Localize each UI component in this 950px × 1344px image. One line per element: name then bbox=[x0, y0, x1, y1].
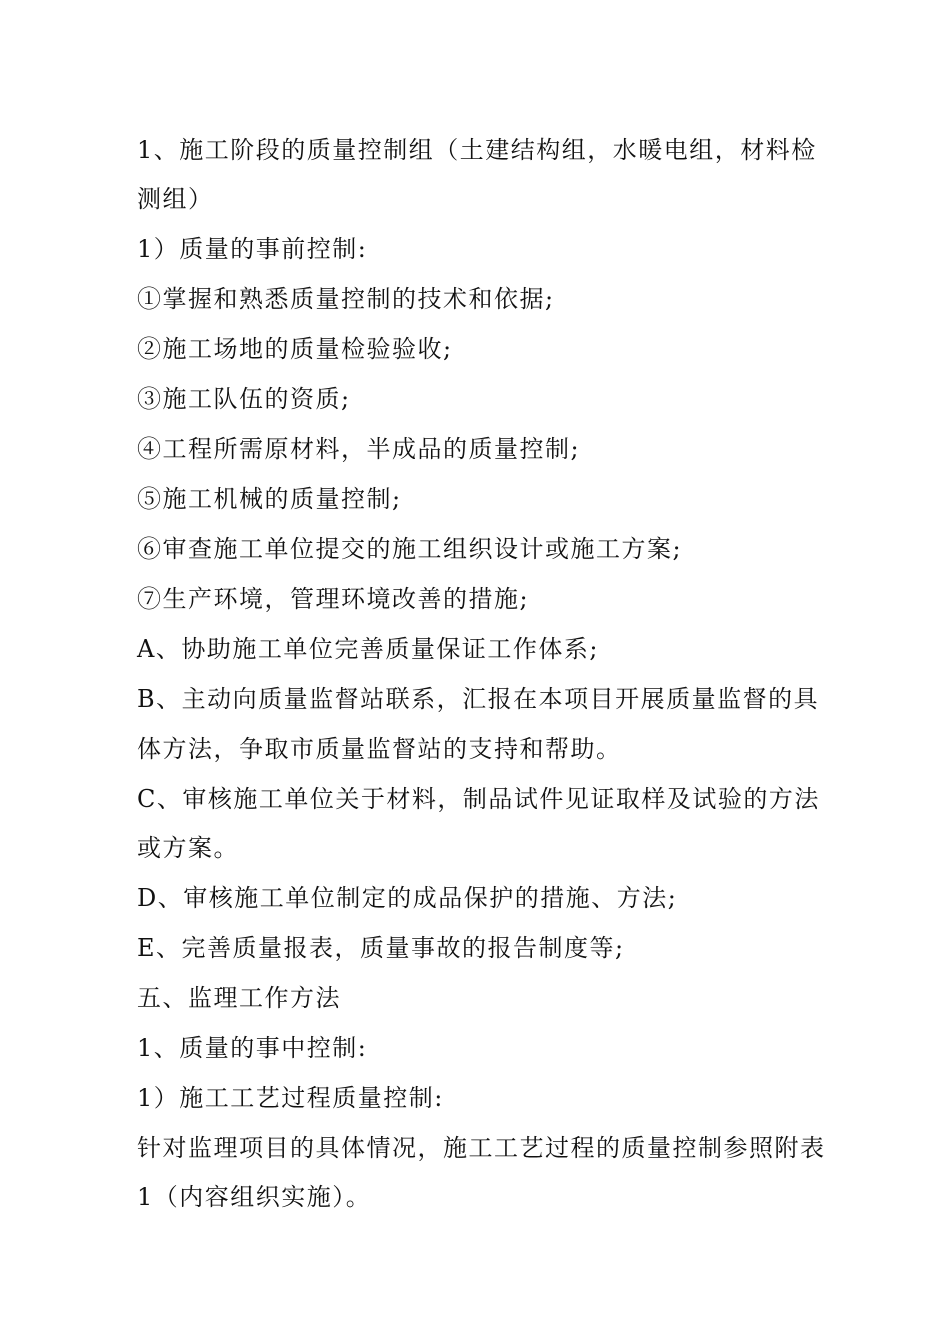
section-heading: 五、监理工作方法 bbox=[137, 984, 341, 1012]
list-item: D、审核施工单位制定的成品保护的措施、方法; bbox=[137, 884, 678, 912]
list-item: ⑤施工机械的质量控制; bbox=[137, 485, 402, 513]
list-item: ①掌握和熟悉质量控制的技术和依据; bbox=[137, 285, 555, 313]
text-line: 测组） bbox=[137, 185, 214, 213]
list-item: ⑦生产环境，管理环境改善的措施; bbox=[137, 585, 530, 613]
text-line: 1、施工阶段的质量控制组（土建结构组，水暖电组，材料检 bbox=[137, 136, 817, 164]
text-line: 或方案。 bbox=[137, 834, 239, 862]
text-line: 体方法，争取市质量监督站的支持和帮助。 bbox=[137, 735, 622, 763]
text-line: 1（内容组织实施）。 bbox=[137, 1183, 372, 1211]
text-line: 1）质量的事前控制: bbox=[137, 235, 368, 263]
list-item: B、主动向质量监督站联系，汇报在本项目开展质量监督的具 bbox=[137, 685, 820, 713]
list-item: A、协助施工单位完善质量保证工作体系; bbox=[137, 635, 599, 663]
subsection-heading: 1）施工工艺过程质量控制: bbox=[137, 1084, 444, 1112]
list-item: ④工程所需原材料，半成品的质量控制; bbox=[137, 435, 581, 463]
list-item: ⑥审查施工单位提交的施工组织设计或施工方案; bbox=[137, 535, 683, 563]
text-line: 针对监理项目的具体情况，施工工艺过程的质量控制参照附表 bbox=[137, 1134, 826, 1162]
list-item: E、完善质量报表，质量事故的报告制度等; bbox=[137, 934, 625, 962]
list-item: C、审核施工单位关于材料，制品试件见证取样及试验的方法 bbox=[137, 785, 820, 813]
section-heading: 1、质量的事中控制: bbox=[137, 1034, 368, 1062]
list-item: ③施工队伍的资质; bbox=[137, 385, 351, 413]
list-item: ②施工场地的质量检验验收; bbox=[137, 335, 453, 363]
